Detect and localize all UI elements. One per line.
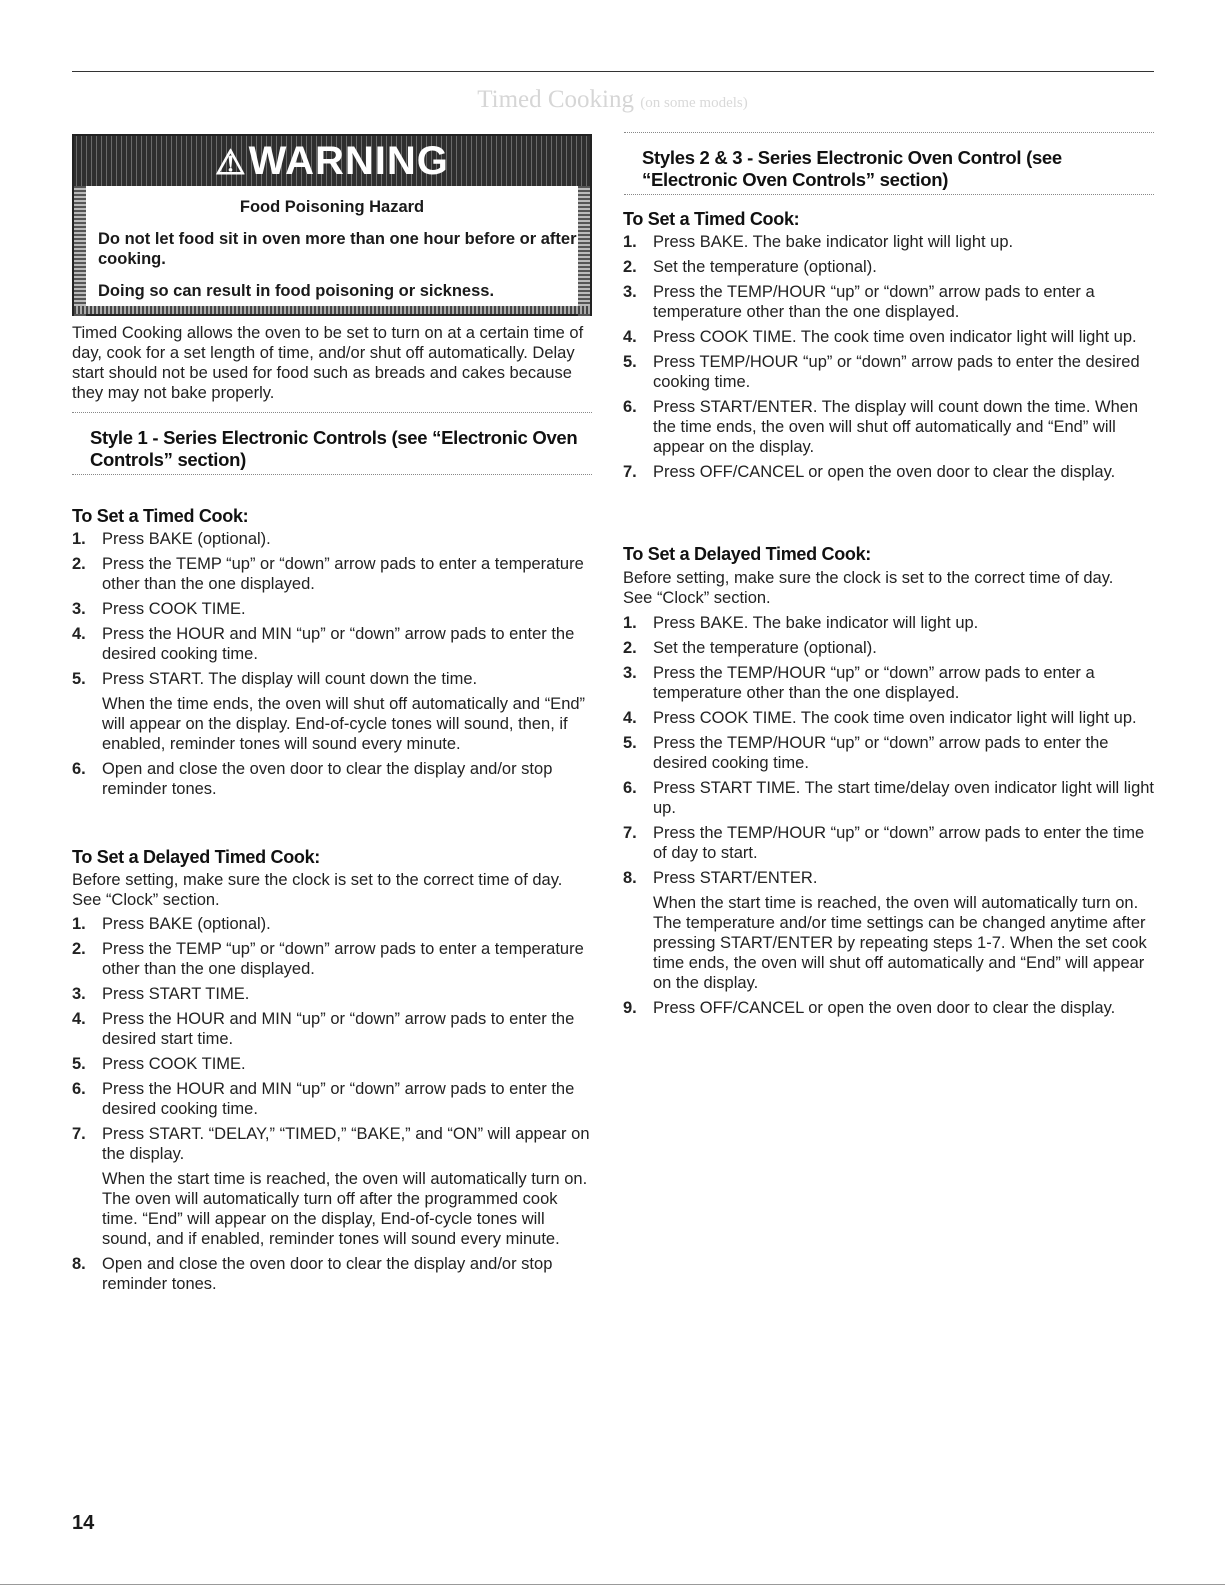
style23-timed-heading: To Set a Timed Cook: <box>623 209 800 229</box>
list-item <box>72 599 592 619</box>
step-text: Press START. The display will count down the time. <box>102 670 478 688</box>
step-text: Press COOK TIME. The cook time oven indicator light will light up. <box>653 328 1137 346</box>
list-item <box>72 1079 592 1119</box>
list-item <box>623 638 1154 658</box>
page-title-sub: (on some models) <box>640 95 748 111</box>
step-number: 7. <box>72 1125 86 1143</box>
list-item <box>72 624 592 664</box>
step-text: Press START/ENTER. <box>653 869 818 887</box>
list-item <box>623 462 1154 482</box>
step-text: Press the TEMP/HOUR “up” or “down” arrow pads to enter the desired cooking time. <box>653 734 1109 772</box>
list-item <box>72 1009 592 1049</box>
step-number: 4. <box>623 709 637 727</box>
step-number: 5. <box>623 734 637 752</box>
step-text: Press BAKE. The bake indicator will light up. <box>653 614 979 632</box>
style23-delayed-heading: To Set a Delayed Timed Cook: <box>623 544 871 564</box>
style1-rule-top <box>72 412 592 413</box>
step-text: Open and close the oven door to clear the display and/or stop reminder tones. <box>102 1255 553 1293</box>
step-text: Press START/ENTER. The display will count down the time. When the time ends, the oven will shut off automatically and “End” will appear on the display. <box>653 398 1139 456</box>
list-item <box>623 733 1154 773</box>
list-item <box>72 759 592 799</box>
list-item <box>623 868 1154 993</box>
style1-delayed-heading: To Set a Delayed Timed Cook: <box>72 847 320 867</box>
warning-texture-bottom <box>74 306 590 314</box>
step-number: 5. <box>72 670 86 688</box>
list-item <box>623 327 1154 347</box>
step-number: 2. <box>623 639 637 657</box>
step-number: 5. <box>623 353 637 371</box>
step-text: Set the temperature (optional). <box>653 258 877 276</box>
list-item <box>72 1054 592 1074</box>
step-number: 6. <box>72 760 86 778</box>
step-number: 3. <box>72 985 86 1003</box>
step-number: 6. <box>623 779 637 797</box>
page-number: 14 <box>72 1512 95 1534</box>
list-item <box>623 257 1154 277</box>
list-item <box>623 663 1154 703</box>
style1-timed-steps <box>72 529 592 804</box>
warning-band <box>74 136 590 186</box>
list-item <box>72 914 592 934</box>
step-text: Press COOK TIME. The cook time oven indicator light will light up. <box>653 709 1137 727</box>
step-text: Press TEMP/HOUR “up” or “down” arrow pads to enter the desired cooking time. <box>653 353 1140 391</box>
intro-paragraph: Timed Cooking allows the oven to be set to turn on at a certain time of day, cook for a set length of time, and/or shut off automatically. Delay start should not be used for food such as breads and cakes because they may not bake properly. <box>72 324 584 402</box>
step-number: 3. <box>623 283 637 301</box>
step-number: 2. <box>623 258 637 276</box>
warning-triangle-icon: ⚠ <box>215 143 247 182</box>
step-text: Press the TEMP “up” or “down” arrow pads to enter a temperature other than the one displayed. <box>102 555 584 593</box>
step-text: Press BAKE (optional). <box>102 530 271 548</box>
step-text: Press BAKE. The bake indicator light will light up. <box>653 233 1014 251</box>
step-text: Press START TIME. The start time/delay oven indicator light will light up. <box>653 779 1155 817</box>
step-number: 8. <box>623 869 637 887</box>
style23-timed-steps <box>623 232 1154 487</box>
step-number: 8. <box>72 1255 86 1273</box>
list-item <box>623 232 1154 252</box>
step-number: 6. <box>72 1080 86 1098</box>
style1-timed-heading: To Set a Timed Cook: <box>72 506 249 526</box>
style1-heading: Style 1 - Series Electronic Controls (see “Electronic Oven Controls” section) <box>90 427 578 470</box>
style1-delayed-intro: Before setting, make sure the clock is set to the correct time of day. See “Clock” section. <box>72 871 563 909</box>
hazard-line-2: Doing so can result in food poisoning or sickness. <box>98 282 495 300</box>
list-item <box>623 708 1154 728</box>
step-extra-text: When the time ends, the oven will shut off automatically and “End” will appear on the display. End-of-cycle tones will sound, then, if enabled, reminder tones will sound every minute. <box>102 695 586 753</box>
step-text: Press the HOUR and MIN “up” or “down” arrow pads to enter the desired cooking time. <box>102 625 575 663</box>
list-item <box>623 823 1154 863</box>
step-number: 7. <box>623 824 637 842</box>
list-item <box>72 1254 592 1294</box>
step-number: 9. <box>623 999 637 1017</box>
step-number: 4. <box>72 1010 86 1028</box>
list-item <box>72 1124 592 1249</box>
list-item <box>623 282 1154 322</box>
style23-delayed-steps <box>623 613 1154 1023</box>
warning-label: ⚠WARNING <box>215 138 449 183</box>
step-text: Press BAKE (optional). <box>102 915 271 933</box>
style23-rule-bottom <box>624 194 1154 195</box>
step-number: 2. <box>72 940 86 958</box>
list-item <box>72 939 592 979</box>
list-item <box>72 984 592 1004</box>
warning-box <box>72 134 592 316</box>
style1-delayed-steps <box>72 914 592 1299</box>
step-number: 2. <box>72 555 86 573</box>
page-title <box>0 86 1225 114</box>
step-number: 3. <box>72 600 86 618</box>
step-text: Press COOK TIME. <box>102 600 246 618</box>
step-extra-text: When the start time is reached, the oven will automatically turn on. The temperature and/or time settings can be changed anytime after pressing START/ENTER by repeating steps 1-7. When the set cook time ends, the oven will shut off automatically and “End” will appear on the display. <box>653 894 1147 992</box>
list-item <box>623 998 1154 1018</box>
step-text: Open and close the oven door to clear the display and/or stop reminder tones. <box>102 760 553 798</box>
hazard-line-1: Do not let food sit in oven more than one hour before or after cooking. <box>98 230 577 268</box>
step-text: Press COOK TIME. <box>102 1055 246 1073</box>
step-text: Press START TIME. <box>102 985 250 1003</box>
step-number: 1. <box>72 915 86 933</box>
step-extra-text: When the start time is reached, the oven will automatically turn on. The oven will automatically turn off after the programmed cook time. “End” will appear on the display, End-of-cycle tones will sound, and if enabled, reminder tones will sound every minute. <box>102 1170 588 1248</box>
step-number: 1. <box>72 530 86 548</box>
page-title-text: Timed Cooking <box>477 86 635 113</box>
step-number: 6. <box>623 398 637 416</box>
step-number: 5. <box>72 1055 86 1073</box>
list-item <box>623 778 1154 818</box>
step-number: 1. <box>623 233 637 251</box>
step-number: 4. <box>623 328 637 346</box>
step-text: Press the TEMP/HOUR “up” or “down” arrow pads to enter a temperature other than the one displayed. <box>653 664 1095 702</box>
step-number: 1. <box>623 614 637 632</box>
step-number: 7. <box>623 463 637 481</box>
top-rule <box>72 71 1154 72</box>
step-text: Press the TEMP “up” or “down” arrow pads to enter a temperature other than the one displayed. <box>102 940 584 978</box>
style23-heading: Styles 2 & 3 - Series Electronic Oven Control (see “Electronic Oven Controls” section) <box>642 147 1062 190</box>
style1-rule-bottom <box>72 474 592 475</box>
style23-rule-top <box>624 132 1154 133</box>
step-text: Press the TEMP/HOUR “up” or “down” arrow pads to enter a temperature other than the one displayed. <box>653 283 1095 321</box>
step-number: 3. <box>623 664 637 682</box>
list-item <box>623 613 1154 633</box>
step-text: Press the TEMP/HOUR “up” or “down” arrow pads to enter the time of day to start. <box>653 824 1145 862</box>
list-item <box>623 397 1154 457</box>
list-item <box>623 352 1154 392</box>
list-item <box>72 554 592 594</box>
list-item <box>72 669 592 754</box>
step-number: 4. <box>72 625 86 643</box>
step-text: Press the HOUR and MIN “up” or “down” arrow pads to enter the desired start time. <box>102 1010 575 1048</box>
list-item <box>72 529 592 549</box>
step-text: Press OFF/CANCEL or open the oven door to clear the display. <box>653 999 1116 1017</box>
step-text: Set the temperature (optional). <box>653 639 877 657</box>
step-text: Press START. “DELAY,” “TIMED,” “BAKE,” and “ON” will appear on the display. <box>102 1125 590 1163</box>
step-text: Press the HOUR and MIN “up” or “down” arrow pads to enter the desired cooking time. <box>102 1080 575 1118</box>
hazard-title: Food Poisoning Hazard <box>239 198 425 216</box>
style23-delayed-intro: Before setting, make sure the clock is set to the correct time of day. See “Clock” section. <box>623 569 1114 607</box>
step-text: Press OFF/CANCEL or open the oven door to clear the display. <box>653 463 1116 481</box>
